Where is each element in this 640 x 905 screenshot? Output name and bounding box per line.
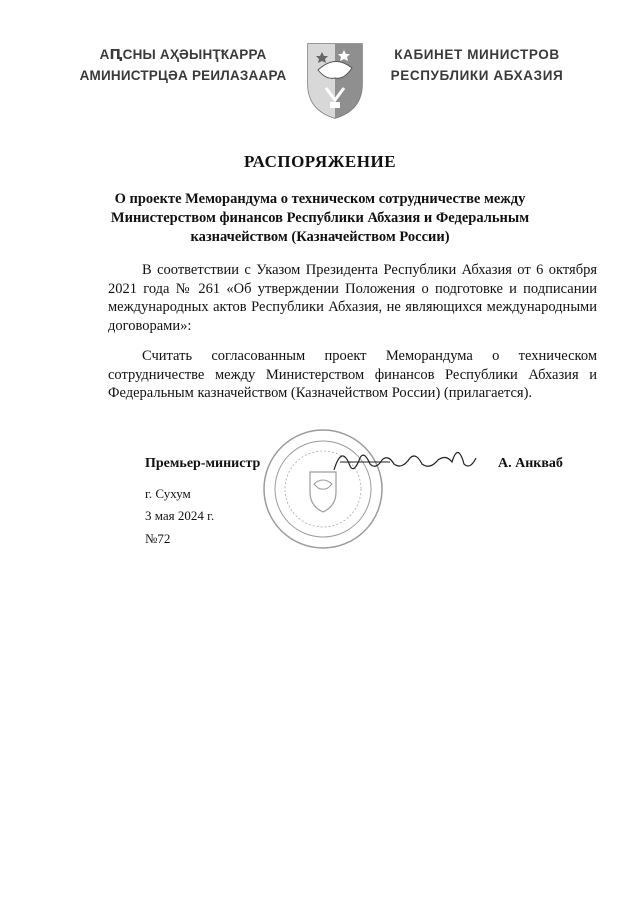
document-number: №72 bbox=[145, 531, 171, 546]
header-right bbox=[382, 44, 572, 86]
signatory-position: Премьер-министр bbox=[145, 456, 261, 471]
signatory-name: А. Анкваб bbox=[498, 456, 563, 471]
abkhazia-emblem-icon bbox=[304, 40, 366, 120]
header-right-line2: РЕСПУБЛИКИ АБХАЗИЯ bbox=[390, 68, 564, 83]
paragraph-basis: В соответствии с Указом Президента Республики Абхазия от 6 октября 2021 года № 261 «Об утверждении Положения о подготовке и подписании международных актов Республики Абхазия, не являющихся международными договорами»: bbox=[108, 262, 597, 334]
handwritten-signature-icon bbox=[330, 440, 480, 476]
document-subject: О проекте Меморандума о техническом сотрудничестве между Министерством финансов Республики Абхазия и Федеральным казначейством (Казначейством России) bbox=[110, 191, 530, 245]
issue-city: г. Сухум bbox=[145, 486, 191, 501]
header-left-line1: АԤСНЫ АҲӘЫНҬҞАРРА bbox=[99, 47, 267, 62]
issue-date: 3 мая 2024 г. bbox=[145, 508, 215, 523]
header-left-line2: АМИНИСТРЦӘА РЕИЛАЗААРА bbox=[79, 68, 287, 83]
document-title: РАСПОРЯЖЕНИЕ bbox=[243, 152, 397, 171]
paragraph-decision: Считать согласованным проект Меморандума о техническом сотрудничестве между Министерством финансов Республики Абхазия и Федеральным казначейством (Казначейством России) (прилагается). bbox=[108, 348, 597, 401]
header-right-line1: КАБИНЕТ МИНИСТРОВ bbox=[394, 47, 560, 62]
header-left bbox=[78, 44, 288, 86]
